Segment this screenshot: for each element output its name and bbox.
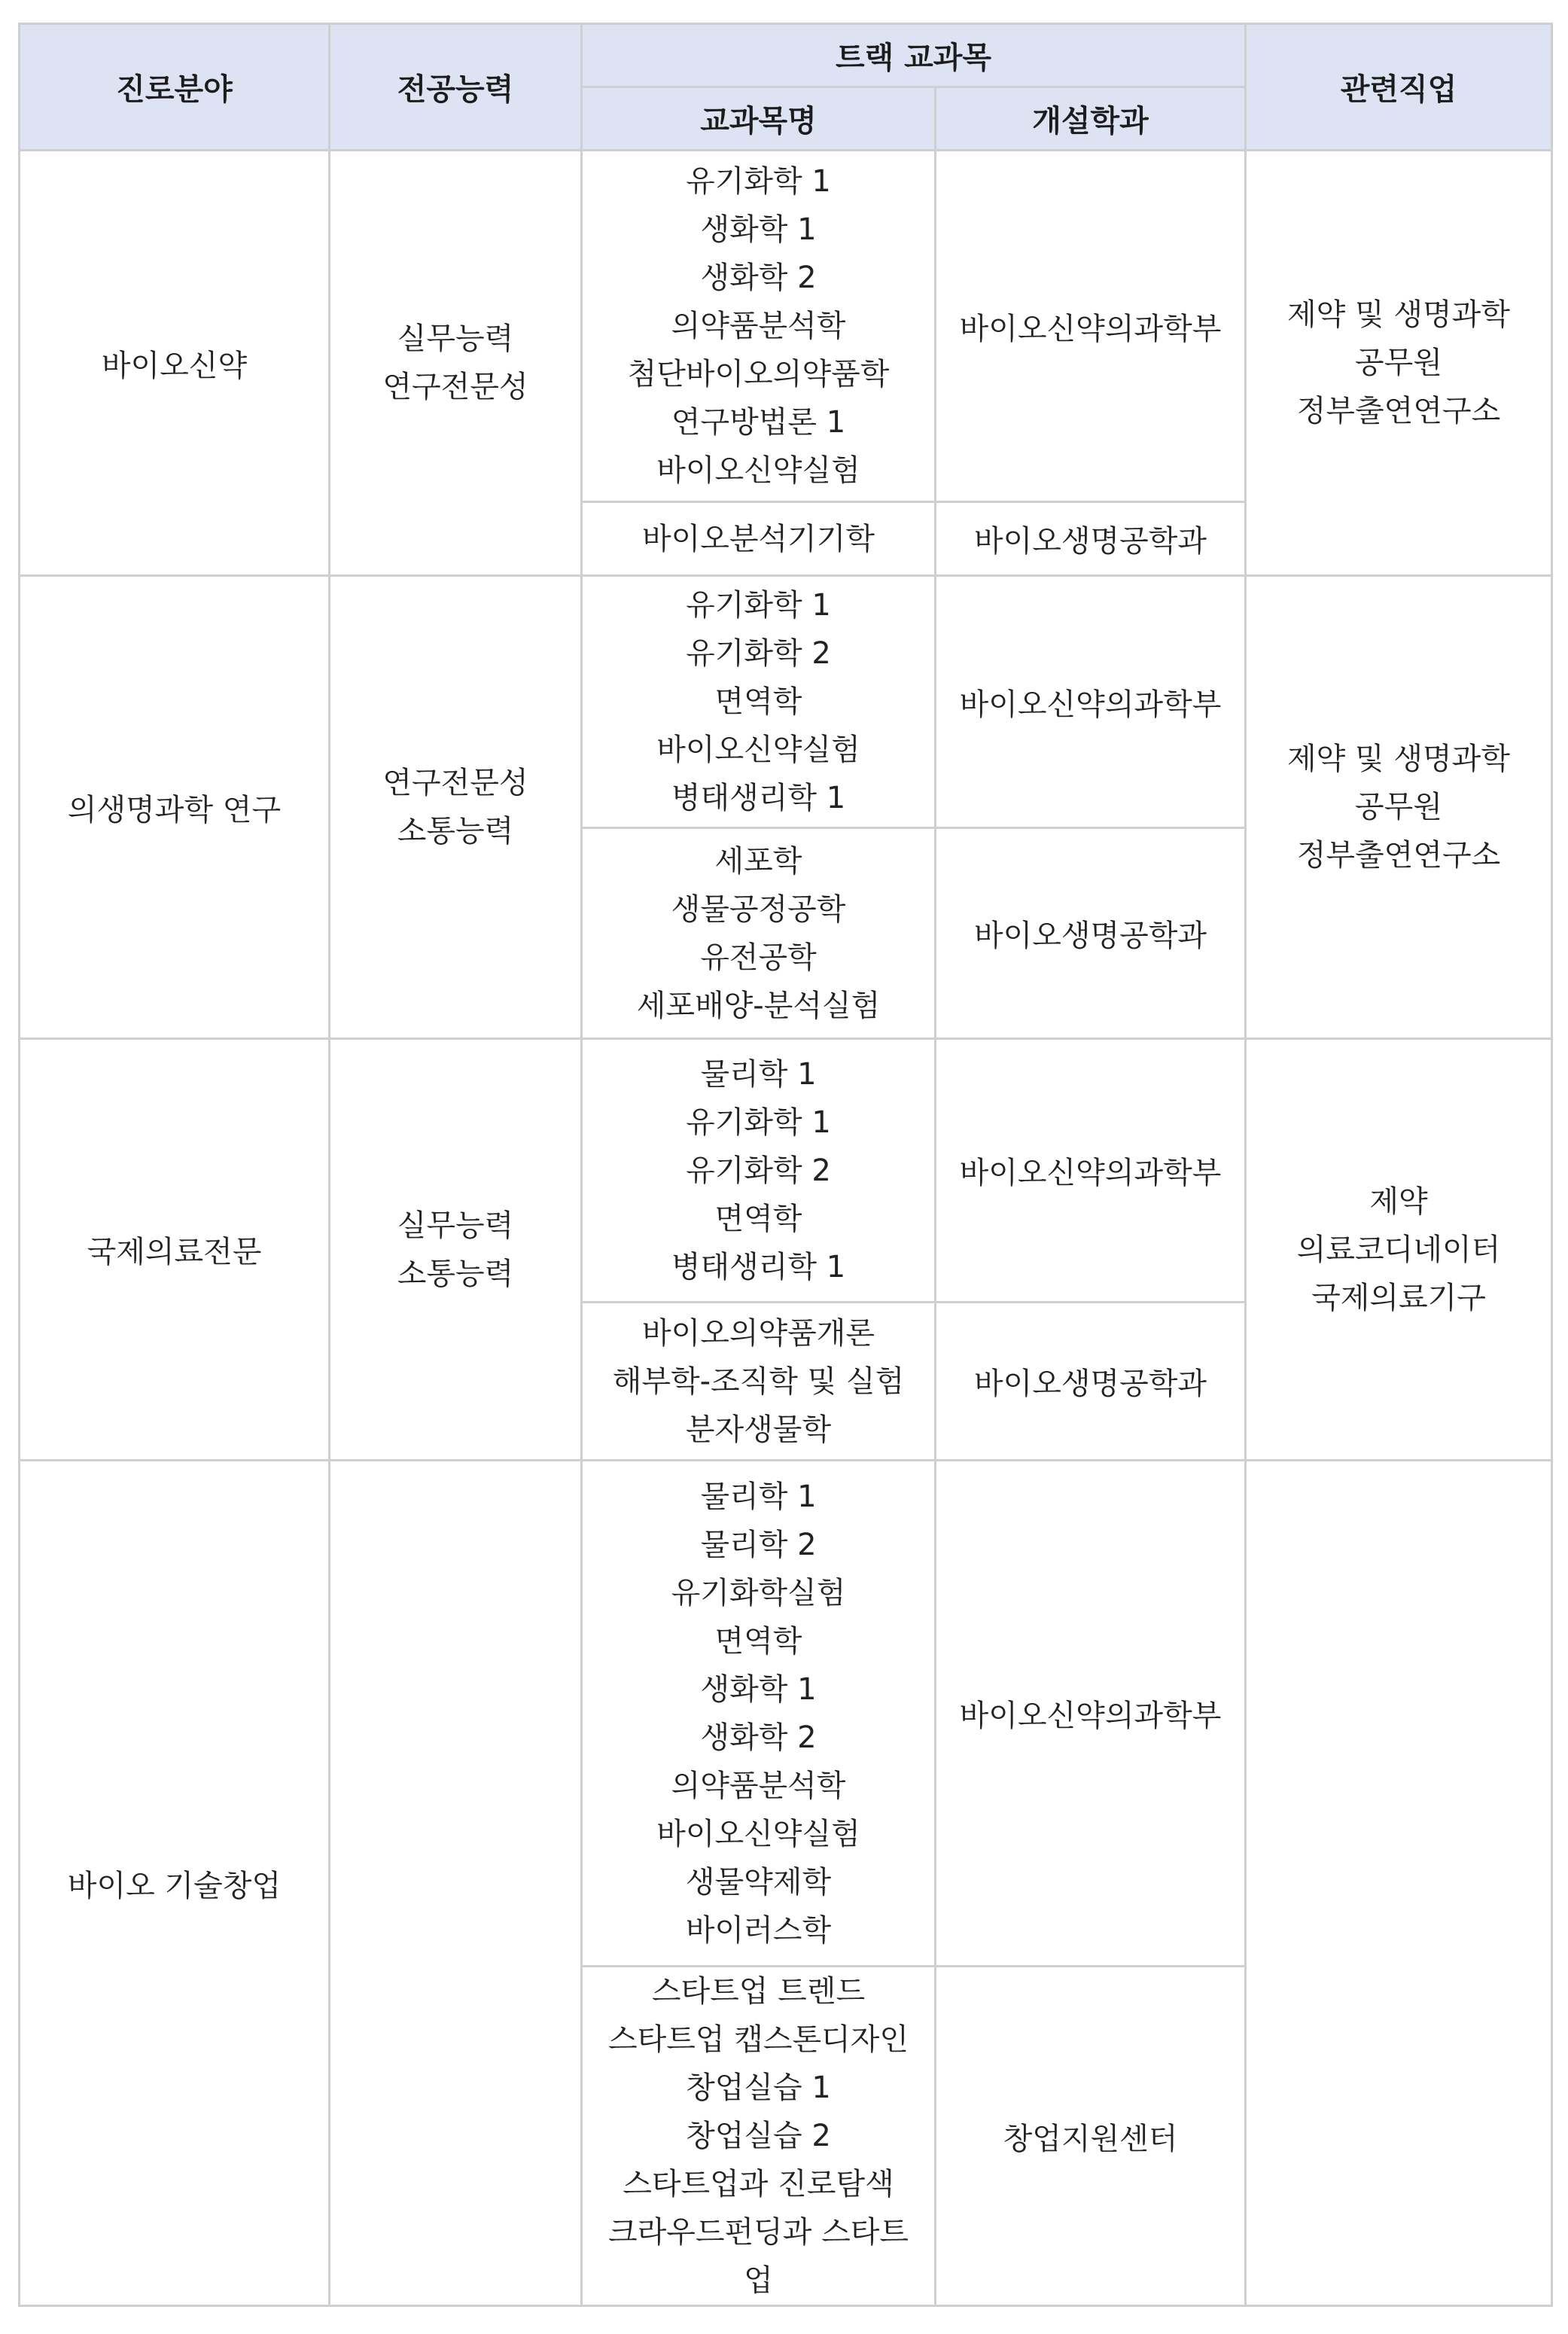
- department-cell: 바이오생명공학과: [936, 502, 1246, 576]
- course-item: 바이오의약품개론: [641, 1315, 875, 1351]
- course-item: 스타트업 캡스톤디자인: [607, 2022, 909, 2057]
- course-item: 세포배양-분석실험: [636, 988, 881, 1023]
- course-item: 바이오신약실험: [656, 733, 860, 767]
- course-list-cell: [582, 1461, 936, 1967]
- course-item: 생화학 1: [700, 1671, 817, 1707]
- jobs-cell: [1246, 151, 1552, 576]
- competency-cell: [330, 1461, 582, 2306]
- table-row: [20, 1039, 1552, 1303]
- course-item: 의약품분석학: [671, 1768, 846, 1803]
- course-item: 바이오신약실험: [656, 1816, 860, 1851]
- job-item: 공무원: [1355, 790, 1442, 824]
- department-cell: 바이오생명공학과: [936, 1303, 1246, 1461]
- job-item: 정부출연연구소: [1296, 838, 1501, 873]
- course-item: 생물공정공학: [671, 891, 846, 927]
- job-item: 제약: [1369, 1184, 1428, 1219]
- header-track-courses: 트랙 교과목: [582, 24, 1246, 87]
- course-item: 유기화학실험: [671, 1575, 846, 1610]
- course-list-cell: [582, 1039, 936, 1303]
- course-list-cell: [582, 502, 936, 576]
- course-item: 창업실습 1: [686, 2070, 831, 2105]
- department-cell: 바이오신약의과학부: [936, 576, 1246, 828]
- course-item: 바이오신약실험: [656, 453, 860, 488]
- course-item: 병태생리학 1: [671, 1249, 846, 1284]
- competency-cell: [330, 151, 582, 576]
- course-item: 세포학: [714, 843, 802, 879]
- field-cell: 국제의료전문: [20, 1039, 330, 1461]
- course-item: 해부학-조직학 및 실험: [612, 1364, 905, 1399]
- course-item: 생화학 1: [700, 212, 817, 247]
- competency-item: 연구전문성: [382, 766, 528, 800]
- department-cell: 창업지원센터: [936, 1967, 1246, 2306]
- competency-cell: [330, 576, 582, 1039]
- job-item: 정부출연연구소: [1296, 394, 1501, 428]
- course-item: 생화학 2: [700, 1720, 817, 1755]
- course-item: 물리학 2: [700, 1527, 817, 1562]
- course-item: 바이오분석기기학: [641, 521, 875, 556]
- job-item: 의료코디네이터: [1296, 1232, 1501, 1267]
- field-cell: 바이오 기술창업: [20, 1461, 330, 2306]
- field-cell: 바이오신약: [20, 151, 330, 576]
- course-item: 병태생리학 1: [671, 781, 846, 815]
- job-item: 공무원: [1355, 346, 1442, 380]
- jobs-cell: [1246, 1461, 1552, 2306]
- department-cell: 바이오신약의과학부: [936, 1461, 1246, 1967]
- course-item: 바이러스학: [685, 1912, 832, 1948]
- course-item: 유기화학 2: [686, 636, 831, 671]
- header-competency: 전공능력: [330, 24, 582, 151]
- competency-item: 소통능력: [397, 1256, 514, 1291]
- competency-item: 실무능력: [397, 321, 514, 356]
- course-list-cell: [582, 828, 936, 1039]
- table-wrapper: [18, 23, 1553, 2307]
- course-item: 창업실습 2: [686, 2119, 831, 2153]
- course-list-cell: [582, 151, 936, 502]
- table-row: [20, 1461, 1552, 1967]
- course-item: 생화학 2: [700, 261, 817, 295]
- jobs-cell: [1246, 1039, 1552, 1461]
- course-item: 유기화학 1: [686, 164, 831, 199]
- course-item: 의약품분석학: [671, 309, 846, 343]
- table-row: [20, 151, 1552, 502]
- table-row: [20, 576, 1552, 828]
- course-item: 면역학: [714, 1201, 802, 1236]
- course-item: 물리학 1: [700, 1479, 817, 1514]
- course-item: 스타트업과 진로탐색: [623, 2167, 894, 2201]
- department-cell: 바이오생명공학과: [936, 828, 1246, 1039]
- course-list-cell: [582, 1303, 936, 1461]
- competency-item: 연구전문성: [382, 370, 528, 404]
- header-field: 진로분야: [20, 24, 330, 151]
- course-list-cell: [582, 1967, 936, 2306]
- header-department: 개설학과: [936, 87, 1246, 151]
- department-cell: 바이오신약의과학부: [936, 1039, 1246, 1303]
- course-item: 유전공학: [700, 940, 817, 975]
- course-item: 크라우드펀딩과 스타트업: [607, 2215, 909, 2298]
- department-cell: 바이오신약의과학부: [936, 151, 1246, 502]
- competency-cell: [330, 1039, 582, 1461]
- course-item: 유기화학 1: [686, 588, 831, 623]
- course-item: 유기화학 1: [686, 1105, 831, 1140]
- competency-item: 소통능력: [397, 814, 514, 849]
- course-item: 첨단바이오의약품학: [627, 357, 890, 392]
- career-track-table: [18, 23, 1553, 2307]
- job-item: 제약 및 생명과학: [1287, 297, 1510, 332]
- course-item: 면역학: [714, 1623, 802, 1659]
- course-item: 생물약제학: [685, 1864, 832, 1900]
- course-item: 연구방법론 1: [671, 405, 846, 440]
- competency-item: 실무능력: [397, 1208, 514, 1243]
- header-related-jobs: 관련직업: [1246, 24, 1552, 151]
- course-item: 분자생물학: [685, 1412, 832, 1447]
- course-item: 스타트업 트렌드: [651, 1974, 866, 2009]
- field-cell: 의생명과학 연구: [20, 576, 330, 1039]
- header-course-name: 교과목명: [582, 87, 936, 151]
- job-item: 국제의료기구: [1311, 1280, 1486, 1315]
- course-list-cell: [582, 576, 936, 828]
- course-item: 물리학 1: [700, 1056, 817, 1092]
- course-item: 유기화학 2: [686, 1153, 831, 1188]
- jobs-cell: [1246, 576, 1552, 1039]
- course-item: 면역학: [714, 684, 802, 719]
- job-item: 제약 및 생명과학: [1287, 742, 1510, 776]
